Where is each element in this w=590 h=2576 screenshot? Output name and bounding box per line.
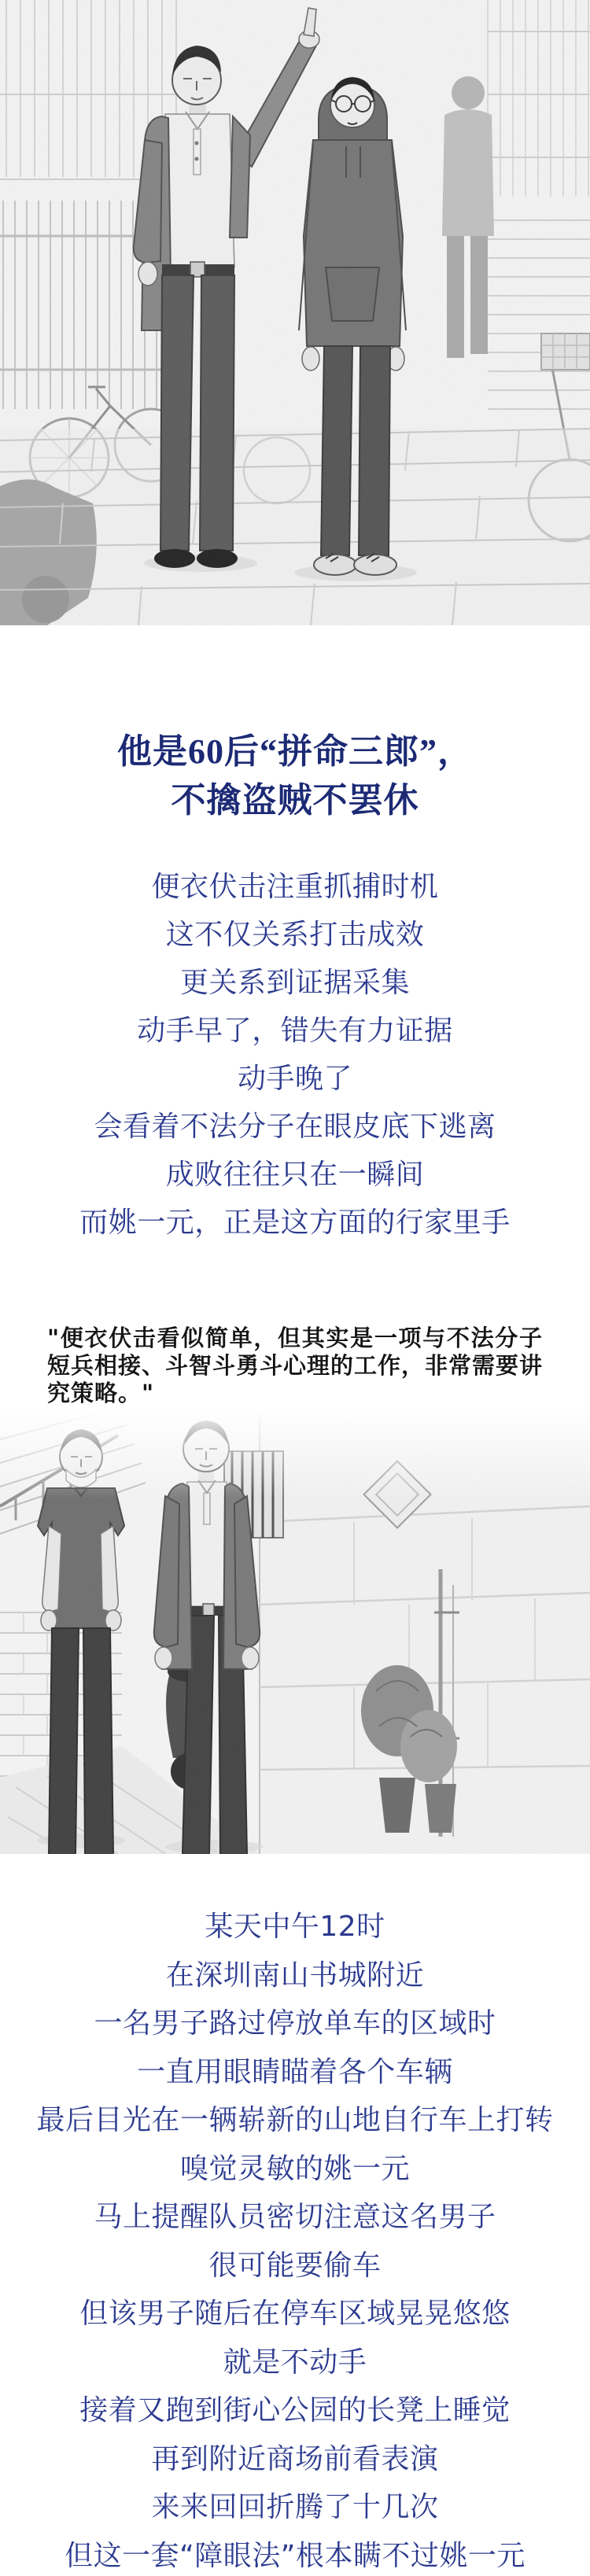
pull-quote: "便衣伏击看似简单，但其实是一项与不法分子短兵相接、斗智斗勇斗心理的工作，非常需要讲究策略。"	[47, 1325, 544, 1406]
para2-line: 马上提醒队员密切注意这名男子	[94, 2201, 496, 2233]
para2-line: 就是不动手	[223, 2346, 367, 2379]
illustration-alley-walking-scene	[0, 1408, 590, 1854]
para2-line: 最后目光在一辆崭新的山地自行车上打转	[36, 2104, 554, 2136]
para2-line: 一直用眼睛瞄着各个车辆	[137, 2055, 453, 2088]
para1-line: 成败往往只在一瞬间	[165, 1159, 425, 1191]
para2-line: 某天中午12时	[205, 1911, 385, 1943]
para1-line: 而姚一元，正是这方面的行家里手	[79, 1207, 511, 1239]
para2-line: 很可能要偷车	[208, 2249, 382, 2282]
title-line-2: 不擒盗贼不罢休	[171, 781, 419, 820]
para1-line: 这不仅关系打击成效	[165, 919, 425, 951]
para1-line: 会看着不法分子在眼皮底下逃离	[94, 1111, 496, 1143]
para2-line: 但该男子随后在停车区域晃晃悠悠	[79, 2298, 511, 2330]
para2-line: 一名男子路过停放单车的区域时	[94, 2007, 496, 2040]
para2-line: 嗅觉灵敏的姚一元	[179, 2152, 410, 2185]
paragraph-2	[0, 1903, 590, 2576]
para1-line: 更关系到证据采集	[179, 967, 410, 999]
paragraph-1	[0, 863, 590, 1247]
article-title	[0, 728, 590, 825]
para2-line: 接着又跑到街心公园的长凳上睡觉	[79, 2394, 511, 2427]
illustration-pointing-scene	[0, 0, 590, 625]
title-line-1: 他是60后“拼命三郎”，	[117, 732, 473, 771]
para1-line: 动手早了，错失有力证据	[137, 1015, 453, 1047]
para1-line: 动手晚了	[237, 1063, 352, 1095]
para2-line: 但这一套“障眼法”根本瞒不过姚一元	[65, 2539, 525, 2572]
para2-line: 再到附近商场前看表演	[151, 2442, 439, 2475]
para2-line: 在深圳南山书城附近	[165, 1959, 425, 1992]
para2-line: 来来回回折腾了十几次	[151, 2491, 439, 2523]
para1-line: 便衣伏击注重抓捕时机	[151, 871, 439, 903]
